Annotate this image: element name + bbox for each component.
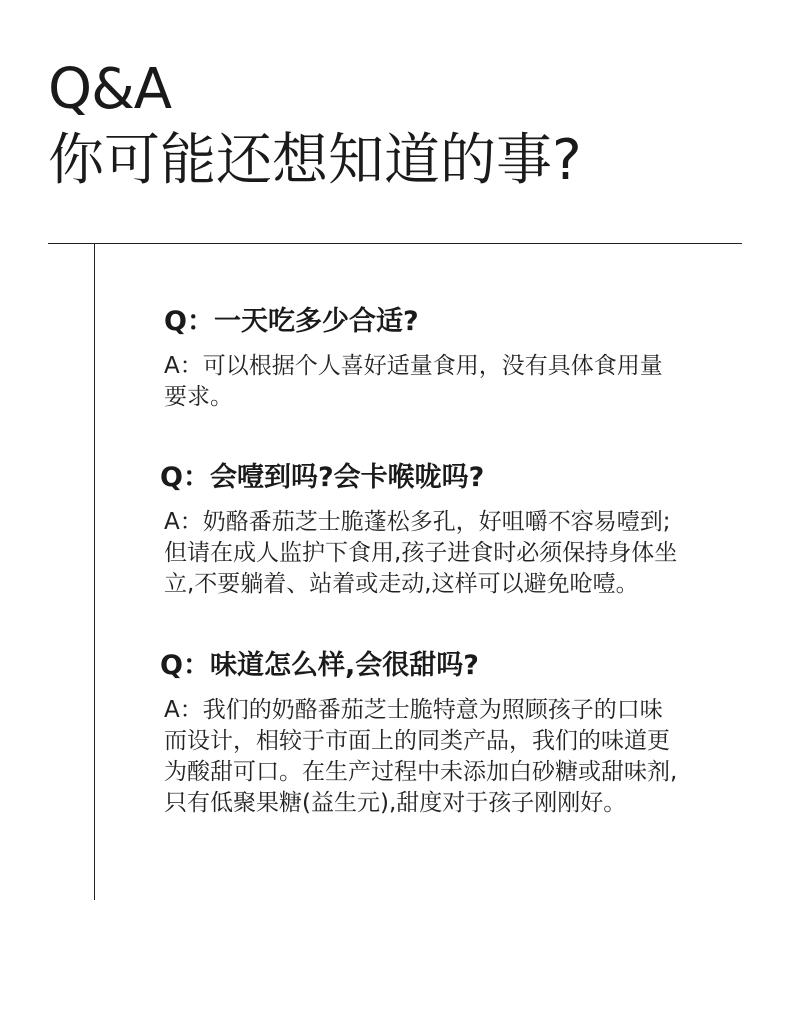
faq-answer [164,351,754,413]
faq-answer-line: 为酸甜可口。在生产过程中未添加白砂糖或甜味剂, [164,759,678,785]
faq-answer-line: 立,不要躺着、站着或走动,这样可以避免呛噎。 [164,571,639,597]
vertical-divider [94,243,95,900]
faq-item [160,461,750,600]
page-title-cn: 你可能还想知道的事? [48,128,582,193]
faq-question: Q：会噎到吗?会卡喉咙吗? [160,462,485,493]
faq-answer [164,507,750,600]
faq-answer-line: 只有低聚果糖(益生元),甜度对于孩子刚刚好。 [164,790,627,816]
faq-item [164,305,754,413]
faq-answer-line: A：我们的奶酪番茄芝士脆特意为照顾孩子的口味 [164,697,663,723]
faq-question: Q：味道怎么样,会很甜吗? [160,650,479,681]
faq-question: Q：一天吃多少合适? [164,306,419,337]
faq-answer-line: A：奶酪番茄芝士脆蓬松多孔，好咀嚼不容易噎到; [164,509,671,535]
faq-answer-line: 要求。 [164,384,233,410]
faq-answer-line: A：可以根据个人喜好适量食用，没有具体食用量 [164,353,663,379]
faq-answer [164,695,750,819]
faq-item [160,649,750,819]
horizontal-divider [48,243,742,244]
faq-answer-line: 但请在成人监护下食用,孩子进食时必须保持身体坐 [164,540,678,566]
faq-answer-line: 而设计，相较于市面上的同类产品，我们的味道更 [164,728,670,754]
page-title-en: Q&A [48,57,172,122]
